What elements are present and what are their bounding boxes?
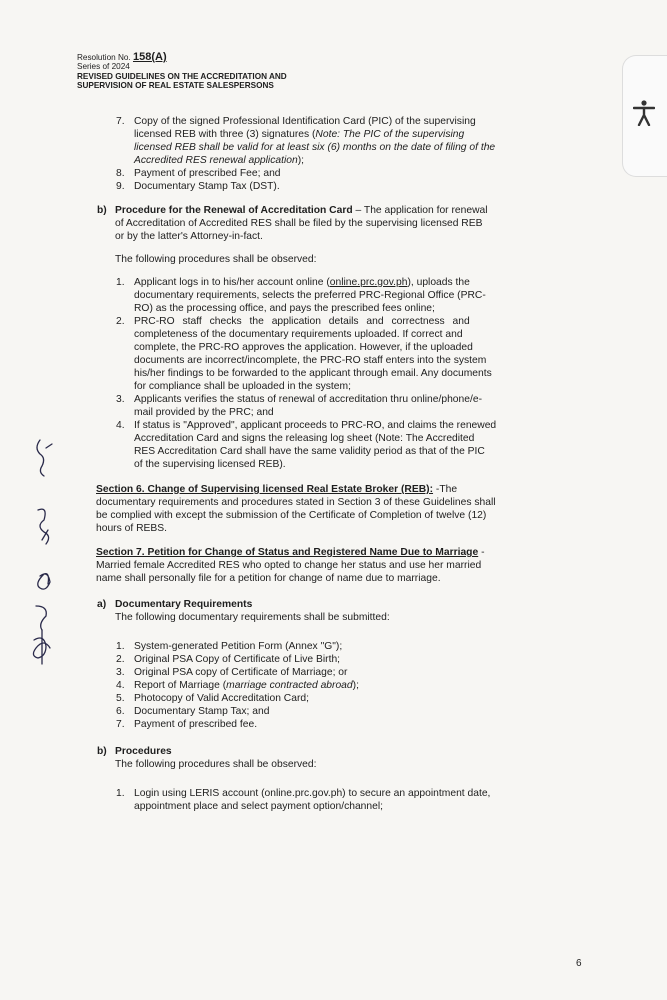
- list-number: 4.: [116, 680, 125, 691]
- list-item-text: Accredited RES renewal application);: [134, 155, 304, 166]
- accessibility-person-icon: [633, 100, 655, 126]
- list-item-text: PRC-RO staff checks the application details and correctness and: [134, 316, 470, 327]
- section-heading: Procedures: [115, 746, 172, 757]
- handwritten-initials-signature: [26, 430, 66, 670]
- list-number: 3.: [116, 394, 125, 405]
- list-number: 1.: [116, 788, 125, 799]
- list-number: 5.: [116, 693, 125, 704]
- section-letter: a): [97, 599, 107, 610]
- paragraph-line: documentary requirements and procedures stated in Section 3 of these Guidelines shall: [96, 497, 496, 508]
- section-6-heading: Section 6. Change of Supervising licensed Real Estate Broker (REB): -The: [96, 484, 458, 495]
- list-item-text: If status is "Approved", applicant proceeds to PRC-RO, and claims the renewed: [134, 420, 497, 431]
- list-item-text: RO) as the processing office, and pays the prescribed fees online;: [134, 303, 435, 314]
- list-item-text: Original PSA copy of Certificate of Marriage; or: [134, 667, 348, 678]
- paragraph-intro: The following documentary requirements shall be submitted:: [115, 612, 390, 623]
- paragraph-line: of Accreditation of Accredited RES shall be filed by the supervising licensed REB: [115, 218, 483, 229]
- list-item-text: mail provided by the PRC; and: [134, 407, 274, 418]
- list-item-text: licensed REB shall be valid for at least six (6) months on the date of filing of the: [134, 142, 496, 153]
- paragraph-intro: The following procedures shall be observed:: [115, 759, 317, 770]
- list-item-text: System-generated Petition Form (Annex "G");: [134, 641, 343, 652]
- list-item-text: Payment of prescribed Fee; and: [134, 168, 281, 179]
- list-number: 1.: [116, 277, 125, 288]
- list-number: 4.: [116, 420, 125, 431]
- resolution-number: 158(A): [132, 51, 167, 63]
- list-number: 3.: [116, 667, 125, 678]
- list-item-text: documents are incorrect/incomplete, the PRC-RO staff enters into the system: [134, 355, 487, 366]
- paragraph-line: name shall personally file for a petition for change of name due to marriage.: [96, 573, 441, 584]
- list-number: 9.: [116, 181, 125, 192]
- section-7-heading: Section 7. Petition for Change of Status and Registered Name Due to Marriage -: [96, 547, 485, 558]
- list-number: 7.: [116, 116, 125, 127]
- paragraph-line: or by the latter's Attorney-in-fact.: [115, 231, 263, 242]
- document-header: [77, 53, 287, 91]
- accessibility-tab[interactable]: [622, 55, 667, 177]
- header-title-line2: SUPERVISION OF REAL ESTATE SALESPERSONS: [77, 81, 274, 91]
- list-item-text: Accreditation Card and signs the releasing log sheet (Note: The Accredited: [134, 433, 475, 444]
- list-item-text: Copy of the signed Professional Identification Card (PIC) of the supervising: [134, 116, 476, 127]
- list-number: 6.: [116, 706, 125, 717]
- section-heading: Procedure for the Renewal of Accreditation Card – The application for renewal: [115, 205, 488, 216]
- section-heading: Documentary Requirements: [115, 599, 253, 610]
- list-number: 7.: [116, 719, 125, 730]
- list-item-text: Login using LERIS account (online.prc.gov.ph) to secure an appointment date,: [134, 788, 491, 799]
- list-item-text: complete, the PRC-RO approves the application. However, if the uploaded: [134, 342, 473, 353]
- list-item-text: Payment of prescribed fee.: [134, 719, 258, 730]
- list-number: 1.: [116, 641, 125, 652]
- list-item-text: licensed REB with three (3) signatures (Note: The PIC of the supervising: [134, 129, 465, 140]
- list-item-text: appointment place and select payment option/channel;: [134, 801, 384, 812]
- list-item-text: Photocopy of Valid Accreditation Card;: [134, 693, 309, 704]
- section-letter: b): [97, 746, 107, 757]
- paragraph-intro: The following procedures shall be observed:: [115, 254, 317, 265]
- list-item-text: Applicant logs in to his/her account online (online.prc.gov.ph), uploads the: [134, 277, 470, 288]
- list-item-text: Documentary Stamp Tax (DST).: [134, 181, 280, 192]
- list-item-text: Report of Marriage (marriage contracted abroad);: [134, 680, 359, 691]
- paragraph-line: be complied with except the submission of the Certificate of Completion of twelve (12): [96, 510, 487, 521]
- list-item-text: Original PSA Copy of Certificate of Live Birth;: [134, 654, 341, 665]
- list-item-text: his/her findings to be forwarded to the applicant through email. Any documents: [134, 368, 492, 379]
- section-letter: b): [97, 205, 107, 216]
- list-number: 8.: [116, 168, 125, 179]
- list-number: 2.: [116, 654, 125, 665]
- list-item-text: for compliance shall be uploaded in the system;: [134, 381, 351, 392]
- resolution-label: Resolution No.: [77, 53, 131, 62]
- list-item-text: of the supervising licensed REB).: [134, 459, 286, 470]
- paragraph-line: hours of REBS.: [96, 523, 167, 534]
- list-item-text: completeness of the documentary requirements uploaded. If correct and: [134, 329, 463, 340]
- list-item-text: Applicants verifies the status of renewal of accreditation thru online/phone/e-: [134, 394, 483, 405]
- page-number: 6: [576, 958, 582, 969]
- paragraph-line: Married female Accredited RES who opted to change her status and use her married: [96, 560, 482, 571]
- series-line: Series of 2024: [77, 62, 130, 72]
- header-title-line1: REVISED GUIDELINES ON THE ACCREDITATION AND: [77, 71, 287, 81]
- list-number: 2.: [116, 316, 125, 327]
- list-item-text: Documentary Stamp Tax; and: [134, 706, 270, 717]
- list-item-text: RES Accreditation Card shall have the same validity period as that of the PIC: [134, 446, 485, 457]
- list-item-text: documentary requirements, selects the preferred PRC-Regional Office (PRC-: [134, 290, 486, 301]
